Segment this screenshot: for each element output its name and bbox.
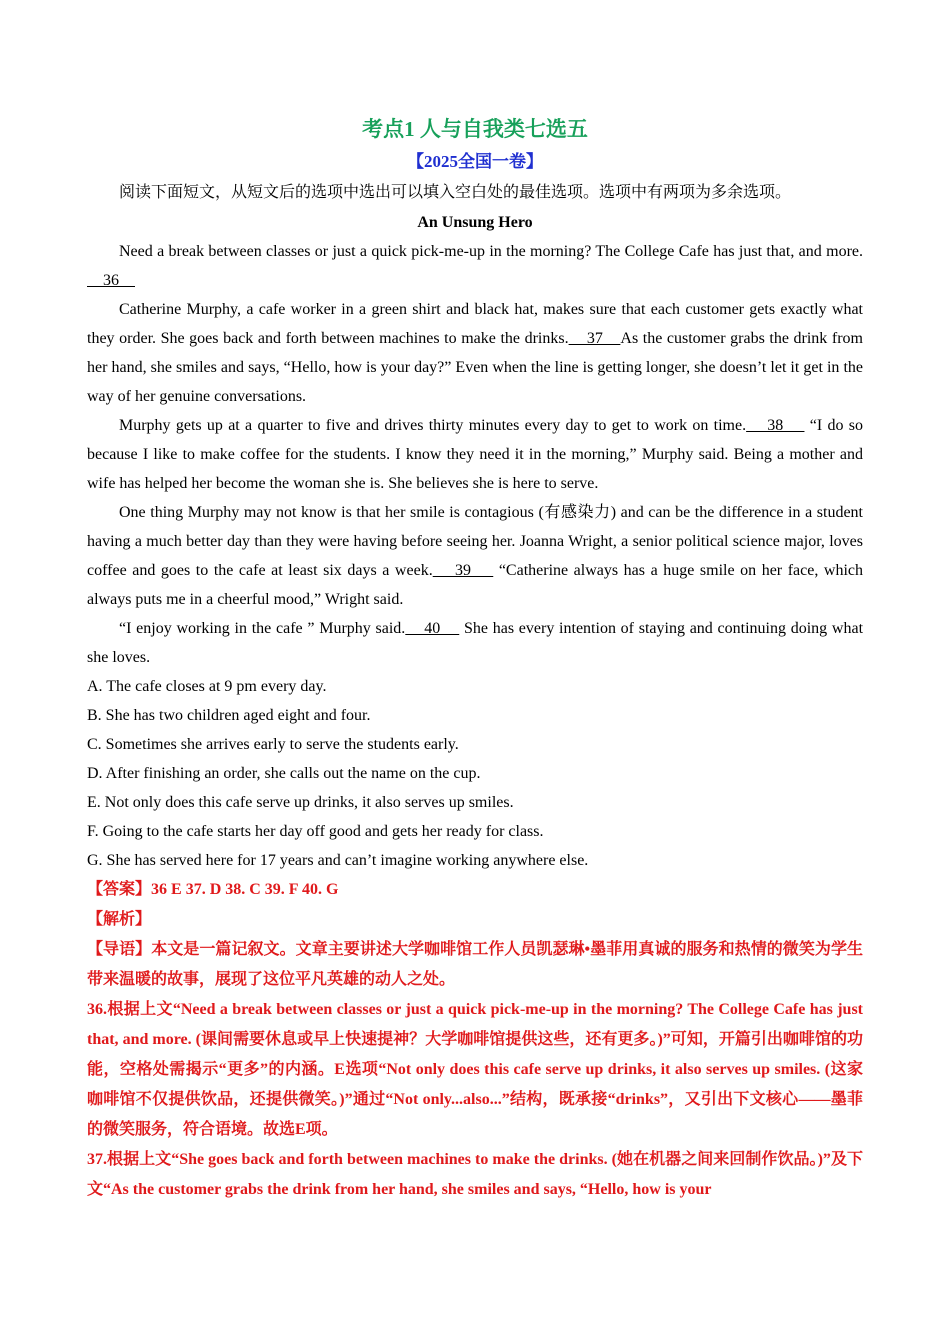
answer-value: 36 E 37. D 38. C 39. F 40. G bbox=[151, 881, 339, 898]
option-f: F. Going to the cafe starts her day off good and gets her ready for class. bbox=[87, 823, 544, 840]
paragraph-text: As the customer grabs the drink from her hand, she smiles and says, “Hello, how is your day?” Even when the line is getting longer, she doesn’t let it get in the way of her genuine conversations. bbox=[87, 330, 863, 405]
passage-title: An Unsung Hero bbox=[417, 214, 533, 231]
blank-38: 38 bbox=[746, 417, 805, 434]
blank-37: 37 bbox=[568, 330, 621, 347]
passage-paragraph-5 bbox=[87, 614, 863, 672]
paragraph-text: She has every intention of staying and continuing doing what she loves. bbox=[87, 620, 864, 666]
paragraph-text: “I do so because I like to make coffee for the students. I know they need it in the morning,” Murphy said. Being a mother and wife has helped her become the woman she is. She believes she is here to serve. bbox=[87, 417, 864, 492]
option-d: D. After finishing an order, she calls out the name on the cup. bbox=[87, 765, 481, 782]
paragraph-text: “Catherine always has a huge smile on her face, which always puts me in a cheerful mood,” Wright said. bbox=[87, 562, 864, 608]
options-list bbox=[87, 672, 863, 875]
option-b: B. She has two children aged eight and four. bbox=[87, 707, 371, 724]
answer-line bbox=[87, 875, 863, 905]
paragraph-text: “I enjoy working in the cafe ” Murphy said. bbox=[119, 620, 406, 637]
paragraph-text: Murphy gets up at a quarter to five and drives thirty minutes every day to get to work on time. bbox=[119, 417, 747, 434]
option-c: C. Sometimes she arrives early to serve the students early. bbox=[87, 736, 459, 753]
paragraph-text: Need a break between classes or just a quick pick-me-up in the morning? The College Cafe has just that, and more. bbox=[119, 243, 863, 260]
passage-paragraph-2 bbox=[87, 295, 863, 411]
analysis-q37: 37.根据上文“She goes back and forth between machines to make the drinks. (她在机器之间来回制作饮品。)”及下文“As the customer grabs the drink from her hand, she smiles and says, “Hello, how is your bbox=[87, 1151, 863, 1198]
document-content bbox=[87, 112, 863, 1205]
option-g: G. She has served here for 17 years and can’t imagine working anywhere else. bbox=[87, 852, 589, 869]
blank-39: 39 bbox=[432, 562, 494, 579]
blank-36: 36 bbox=[87, 272, 135, 289]
option-a: A. The cafe closes at 9 pm every day. bbox=[87, 678, 327, 695]
analysis-q36: 36.根据上文“Need a break between classes or just a quick pick-me-up in the morning? The College Cafe has just that, and more. (课间需要休息或早上快速提神？大学咖啡馆提供这些，还有更多。)”可知，开篇引出咖啡馆的功能，空格处需揭示“更多”的内涵。E选项“Not only does this cafe serve up drinks, it also serves up smiles. (这家咖啡馆不仅提供饮品，还提供微笑。)”通过“Not only...also...”结构，既承接“drinks”，又引出下文核心——墨菲的微笑服务，符合语境。故选E项。 bbox=[87, 1001, 863, 1138]
option-e: E. Not only does this cafe serve up drinks, it also serves up smiles. bbox=[87, 794, 514, 811]
source-tag: 【2025全国一卷】 bbox=[407, 152, 543, 171]
paragraph-text: Catherine Murphy, a cafe worker in a green shirt and black hat, makes sure that each customer gets exactly what they order. She goes back and forth between machines to make the drinks. bbox=[87, 301, 863, 347]
paragraph-text: One thing Murphy may not know is that her smile is contagious (有感染力) and can be the difference in a student having a much better day than they were having before seeing her. Joanna Wright, a senior political science major, loves coffee and goes to the cafe at least six days a week. bbox=[87, 504, 863, 579]
passage-paragraph-1 bbox=[87, 237, 863, 295]
answer-label: 【答案】 bbox=[87, 881, 152, 898]
analysis-label: 【解析】 bbox=[87, 911, 152, 928]
page-title: 考点1 人与自我类七选五 bbox=[362, 117, 588, 141]
passage-paragraph-4 bbox=[87, 498, 863, 614]
instruction-text: 阅读下面短文，从短文后的选项中选出可以填入空白处的最佳选项。选项中有两项为多余选项。 bbox=[119, 184, 792, 201]
analysis-intro: 【导语】本文是一篇记叙文。文章主要讲述大学咖啡馆工作人员凯瑟琳•墨菲用真诚的服务和热情的微笑为学生带来温暖的故事，展现了这位平凡英雄的动人之处。 bbox=[87, 941, 863, 988]
blank-40: 40 bbox=[405, 620, 460, 637]
passage-paragraph-3 bbox=[87, 411, 863, 498]
